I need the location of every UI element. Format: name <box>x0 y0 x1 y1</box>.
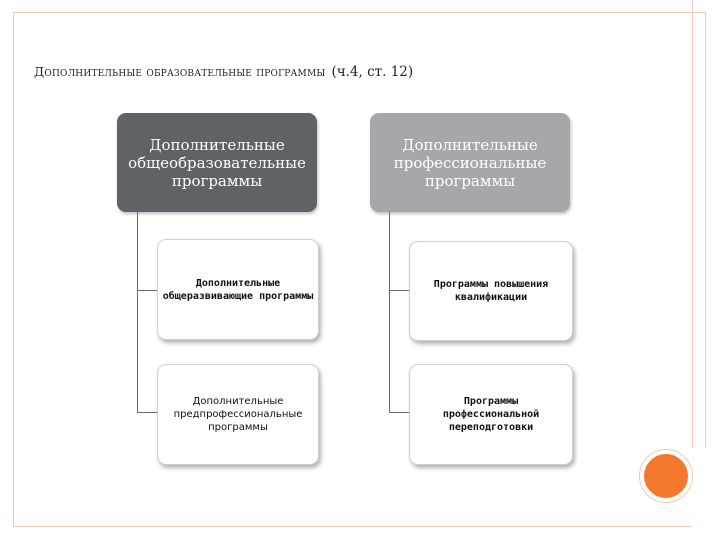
right-connector-vertical <box>389 212 390 412</box>
right-item-1 <box>409 241 573 341</box>
left-item-1 <box>157 239 319 340</box>
left-item-1-label: Дополнительные общеразвивающие программы <box>162 277 314 302</box>
left-connector-2 <box>137 412 157 413</box>
left-header-box <box>117 113 317 212</box>
right-item-2-label: Программы профессиональной переподготовки <box>442 396 540 433</box>
right-connector-1 <box>389 290 409 291</box>
accent-dot <box>640 450 692 502</box>
right-item-1-label: Программы повышения квалификации <box>433 279 549 303</box>
left-item-2 <box>157 364 319 465</box>
left-item-2-label: Дополнительные предпрофессиональные программы <box>173 396 303 433</box>
frame-corner-cover <box>692 448 720 540</box>
left-connector-vertical <box>137 212 138 412</box>
title-ref: (ч.4, ст. 12) <box>331 64 414 80</box>
right-item-2 <box>409 364 573 465</box>
right-connector-2 <box>389 412 409 413</box>
slide-frame <box>13 12 706 527</box>
title-main: Дополнительные образовательные программы <box>34 64 326 79</box>
left-header-label: Дополнительные общеобразовательные программы <box>128 135 306 190</box>
right-header-label: Дополнительные профессиональные программы <box>393 135 547 190</box>
left-connector-1 <box>137 290 157 291</box>
slide-title <box>34 64 413 80</box>
right-header-box <box>370 113 570 212</box>
